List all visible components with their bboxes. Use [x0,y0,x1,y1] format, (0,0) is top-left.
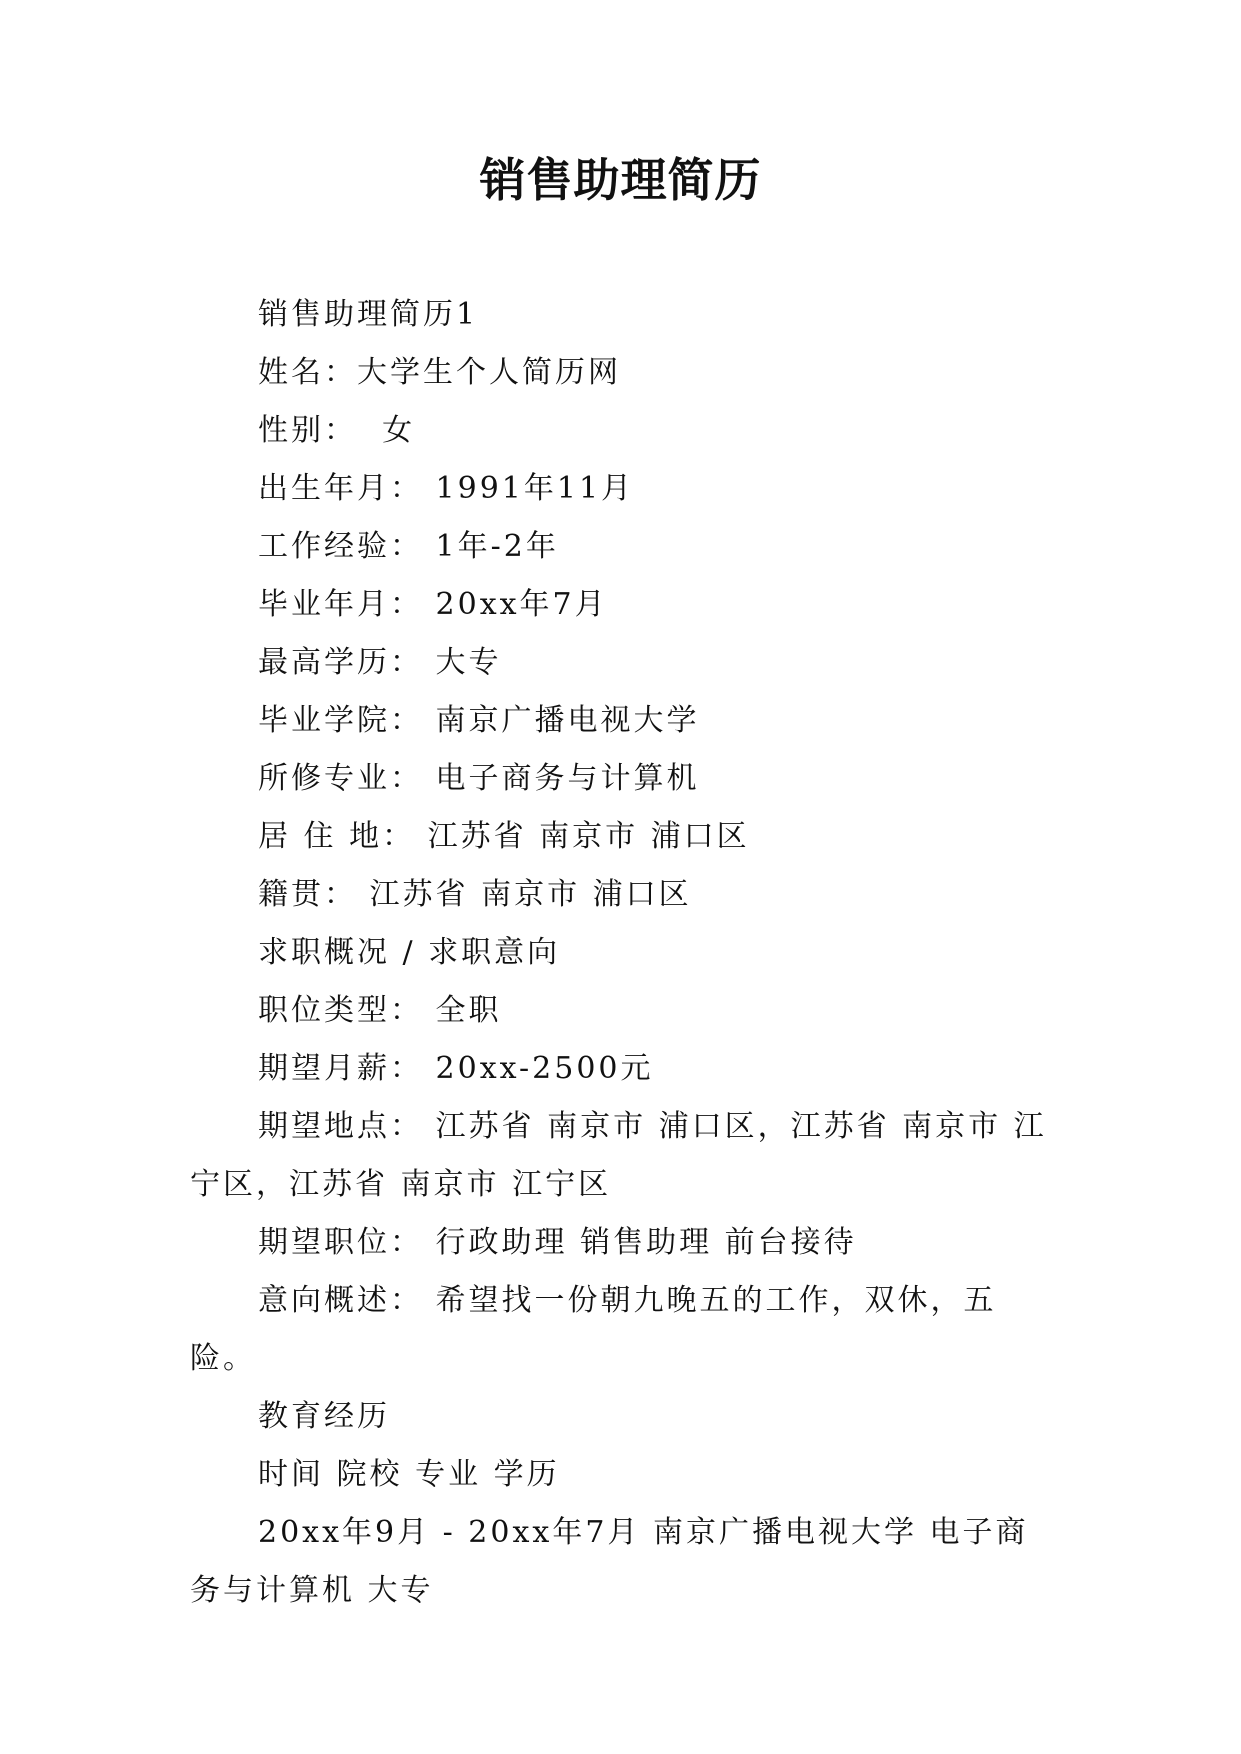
field-native-place: 籍贯： 江苏省 南京市 浦口区 [258,877,692,912]
education-record: 20xx年9月 - 20xx年7月 南京广播电视大学 电子商务与计算机 大专 [190,1515,1029,1608]
education-table-header: 时间 院校 专业 学历 [258,1457,560,1492]
field-major: 所修专业： 电子商务与计算机 [258,761,700,796]
field-work-experience: 工作经验： 1年-2年 [258,529,559,564]
field-intention-summary: 意向概述： 希望找一份朝九晚五的工作，双休，五险。 [190,1283,997,1376]
document-title: 销售助理简历 [479,153,762,207]
field-gender: 性别： 女 [258,413,416,448]
section-education: 教育经历 [258,1399,390,1434]
field-expected-position: 期望职位： 行政助理 销售助理 前台接待 [258,1225,857,1260]
document-body [190,286,1060,1620]
field-expected-salary: 期望月薪： 20xx-2500元 [258,1051,654,1086]
field-graduation-date: 毕业年月： 20xx年7月 [258,587,608,622]
field-name: 姓名：大学生个人简历网 [258,355,621,390]
section-job-intention: 求职概况 / 求职意向 [258,935,561,970]
field-residence: 居 住 地： 江苏省 南京市 浦口区 [258,819,750,854]
field-birth-date: 出生年月： 1991年11月 [258,471,635,506]
field-job-type: 职位类型： 全职 [258,993,502,1028]
field-education-level: 最高学历： 大专 [258,645,502,680]
field-expected-location: 期望地点： 江苏省 南京市 浦口区，江苏省 南京市 江宁区，江苏省 南京市 江宁区 [190,1109,1047,1202]
field-school: 毕业学院： 南京广播电视大学 [258,703,700,738]
paragraph-heading: 销售助理简历1 [258,297,479,332]
